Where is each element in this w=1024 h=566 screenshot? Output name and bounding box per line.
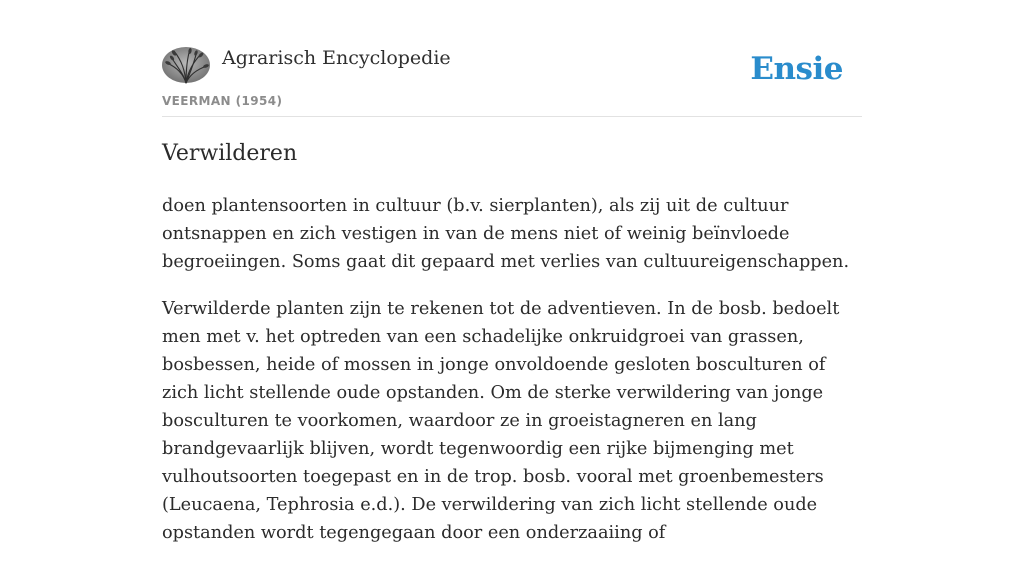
article-paragraph: Verwilderde planten zijn te rekenen tot de adventieven. In de bosb. bedoelt men met v. het optreden van een schadelijke onkruidgroei van grassen, bosbessen, heide of mossen in jonge onvoldoende gesloten bosculturen of zich licht stellende oude opstanden. Om de sterke verwildering van jonge bosculturen te voorkomen, waardoor ze in groeistagneren en lang brandgevaarlijk blijven, wordt tegenwoordig een rijke bijmenging met vulhoutsoorten toegepast en in de trop. bosb. vooral met groenbemesters (Leucaena, Tephrosia e.d.). De verwildering van zich licht stellende oude opstanden wordt tegengegaan door een onderzaaiing of: [162, 299, 840, 543]
article: [162, 138, 864, 566]
page-header: [162, 46, 862, 117]
article-paragraph: doen plantensoorten in cultuur (b.v. sierplanten), als zij uit de cultuur ontsnappen en zich vestigen in van de mens niet of weinig beïnvloede begroeiingen. Soms gaat dit gepaard met verlies van cultuureigenschappen.: [162, 196, 850, 272]
article-title: Verwilderen: [162, 141, 298, 166]
publication-title[interactable]: Agrarisch Encyclopedie: [222, 47, 451, 69]
ensie-logo-link[interactable]: Ensie: [750, 51, 843, 87]
source-label: VEERMAN (1954): [162, 94, 283, 108]
wheat-grass-icon[interactable]: [162, 47, 210, 83]
